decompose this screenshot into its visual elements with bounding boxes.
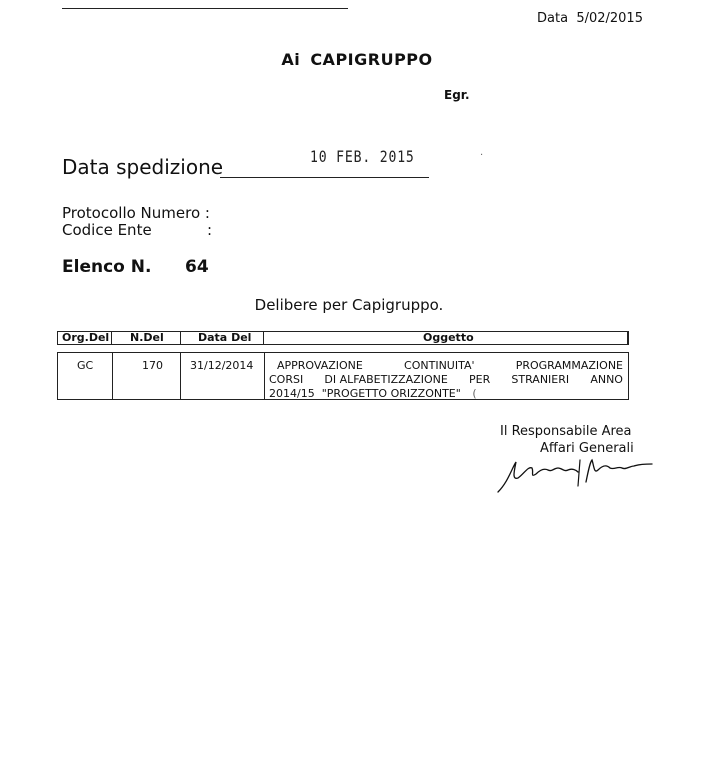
responsabile-line-2: Affari Generali [540, 441, 634, 456]
oggetto-word: "PROGETTO ORIZZONTE" [321, 387, 461, 400]
oggetto-line [269, 359, 623, 373]
header-divider [263, 332, 264, 344]
oggetto-word: ANNO [590, 373, 623, 386]
top-rule [62, 8, 348, 9]
elenco-number: 64 [185, 257, 209, 277]
table-header [57, 331, 629, 345]
title-prefix: Ai [281, 50, 301, 69]
oggetto-word: CONTINUITA' [404, 359, 475, 372]
spedizione-underline [220, 177, 429, 178]
egr-label: Egr. [444, 88, 470, 102]
spedizione-label: Data spedizione [62, 155, 224, 179]
oggetto-word: PROGRAMMAZIONE [515, 359, 623, 372]
oggetto-word: 2014/15 [269, 387, 315, 400]
header-divider [111, 332, 112, 344]
scan-speck: · [480, 150, 484, 161]
header-org-del: Org.Del [62, 331, 110, 344]
row-divider [264, 353, 265, 399]
cell-date: 31/12/2014 [190, 359, 254, 372]
row-divider [112, 353, 113, 399]
table-row [57, 352, 629, 400]
header-divider [180, 332, 181, 344]
header-oggetto: Oggetto [423, 331, 474, 344]
title-main: CAPIGRUPPO [310, 50, 433, 69]
codice-ente-colon: : [207, 221, 213, 239]
codice-ente-label: Codice Ente [62, 221, 152, 239]
document-date [537, 11, 643, 26]
header-data-del: Data Del [198, 331, 252, 344]
oggetto-word: STRANIERI [511, 373, 570, 386]
cell-num: 170 [142, 359, 163, 372]
date-stamp: 10 FEB. 2015 [310, 147, 415, 166]
oggetto-word: PER [468, 373, 491, 386]
scan-mark: ( [472, 387, 477, 400]
header-n-del: N.Del [130, 331, 164, 344]
oggetto-word: DI ALFABETIZZAZIONE [324, 373, 448, 386]
protocollo-numero-label: Protocollo Numero : [62, 204, 210, 222]
elenco-label: Elenco N. [62, 257, 152, 277]
oggetto-word: CORSI [269, 373, 304, 386]
oggetto-word: APPROVAZIONE [277, 359, 363, 372]
oggetto-line [269, 373, 623, 387]
cell-oggetto [269, 359, 623, 401]
oggetto-line [269, 387, 623, 401]
date-value: 5/02/2015 [576, 11, 643, 26]
date-label: Data [537, 11, 569, 26]
responsabile-line-1: Il Responsabile Area [500, 424, 632, 439]
subtitle-text: Delibere per Capigruppo. [254, 296, 444, 314]
cell-org: GC [77, 359, 94, 372]
row-divider [180, 353, 181, 399]
handwritten-signature [494, 452, 654, 496]
subtitle [0, 296, 714, 314]
recipient-title [0, 50, 714, 69]
